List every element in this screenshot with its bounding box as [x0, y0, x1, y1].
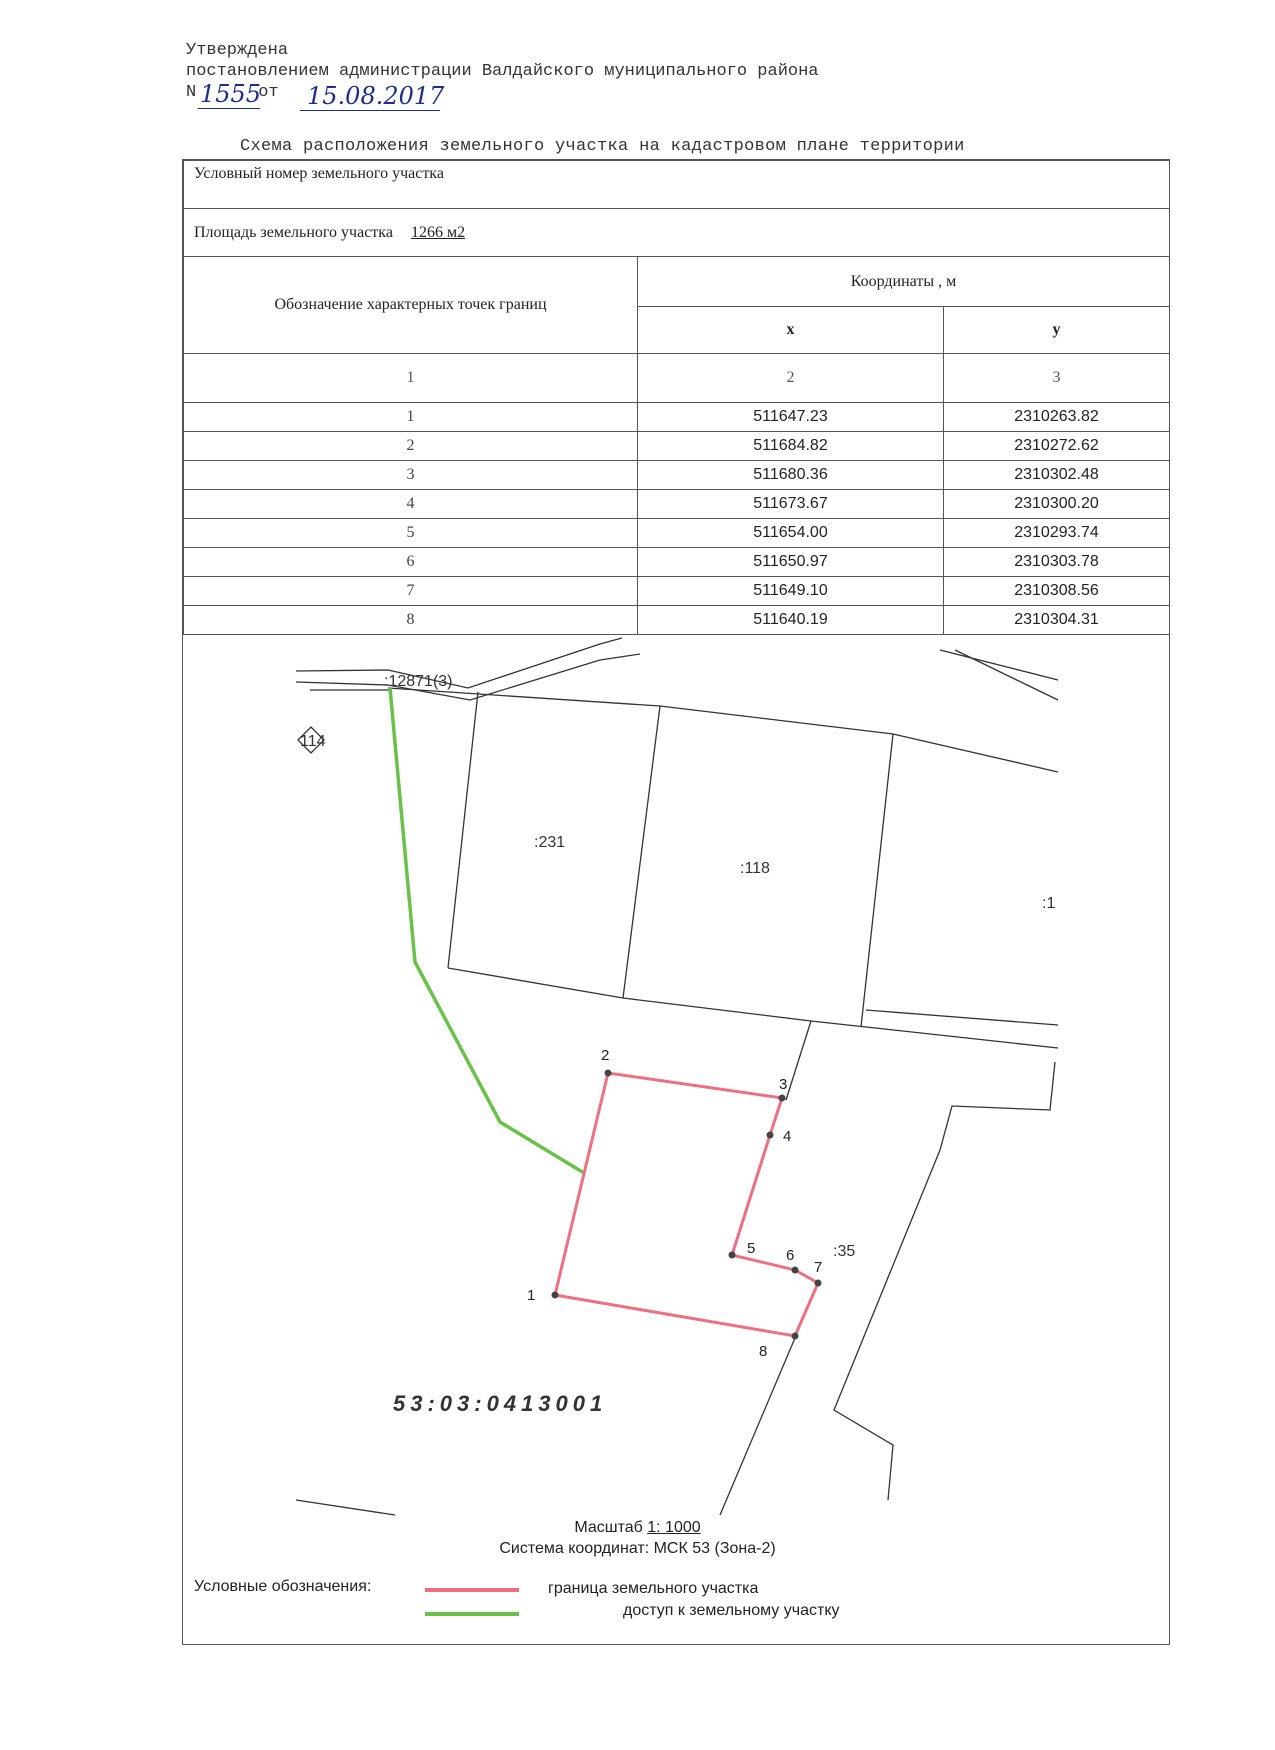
vertex-point	[729, 1252, 736, 1259]
block-top-edge	[388, 688, 1058, 772]
approval-line-1: Утверждена	[186, 41, 289, 60]
marker-114-label: 114	[300, 733, 326, 750]
x-value: 511640.19	[638, 606, 944, 635]
road-line	[296, 1500, 395, 1515]
parcel-label-1: :1	[1042, 895, 1056, 912]
coords-header: Координаты , м	[638, 257, 1170, 307]
access-line	[390, 688, 584, 1173]
parcel-label-35: :35	[833, 1243, 856, 1260]
point-label-5: 5	[747, 1240, 756, 1257]
x-value: 511673.67	[638, 490, 944, 519]
scale-line	[0, 1519, 1275, 1537]
x-value: 511650.97	[638, 548, 944, 577]
point-id: 1	[184, 403, 638, 432]
parcel-boundary	[448, 692, 478, 968]
point-label-8: 8	[759, 1343, 768, 1360]
approval-line-2: постановлением администрации Валдайского муниципального района	[186, 62, 819, 81]
point-label-6: 6	[786, 1247, 795, 1264]
parcel-boundary-line	[555, 1073, 818, 1336]
document-title: Схема расположения земельного участка на кадастровом плане территории	[240, 137, 965, 156]
road-line	[940, 650, 1058, 680]
legend-access-swatch	[425, 1612, 519, 1616]
point-label-1: 1	[527, 1287, 536, 1304]
x-value: 511654.00	[638, 519, 944, 548]
y-value: 2310272.62	[944, 432, 1170, 461]
decree-date: 15.08.2017	[307, 82, 445, 110]
y-value: 2310304.31	[944, 606, 1170, 635]
point-label-3: 3	[779, 1076, 788, 1093]
x-header: x	[638, 307, 944, 354]
area-label: Площадь земельного участка	[194, 223, 393, 241]
point-id: 3	[184, 461, 638, 490]
point-label-4: 4	[783, 1128, 792, 1145]
legend-title: Условные обозначения:	[194, 1578, 372, 1595]
x-value: 511680.36	[638, 461, 944, 490]
point-label-7: 7	[814, 1259, 823, 1276]
y-value: 2310303.78	[944, 548, 1170, 577]
y-value: 2310263.82	[944, 403, 1170, 432]
col-number-3: 3	[944, 354, 1170, 403]
point-id: 7	[184, 577, 638, 606]
y-value: 2310293.74	[944, 519, 1170, 548]
parcel-label-118: :118	[740, 860, 770, 877]
point-id: 4	[184, 490, 638, 519]
vertex-point	[605, 1070, 612, 1077]
cadastral-quarter-number: 53:03:0413001	[393, 1391, 608, 1416]
number-prefix: N	[186, 83, 197, 102]
date-prefix: от	[258, 83, 279, 102]
parcel-label-231: :231	[534, 834, 566, 851]
y-value: 2310308.56	[944, 577, 1170, 606]
point-id: 2	[184, 432, 638, 461]
y-header: y	[944, 307, 1170, 354]
y-value: 2310302.48	[944, 461, 1170, 490]
vertex-point	[552, 1292, 559, 1299]
lane-line	[786, 1021, 811, 1100]
parcel-boundary	[861, 734, 893, 1027]
point-id: 5	[184, 519, 638, 548]
parcel-boundary	[866, 1010, 1058, 1025]
coordinate-system: Система координат: МСК 53 (Зона-2)	[499, 1540, 776, 1557]
parcel-label-12871: :12871(3)	[384, 673, 453, 690]
map-linework	[296, 638, 1058, 1515]
road-line	[296, 638, 622, 688]
vertex-point	[815, 1280, 822, 1287]
points-header: Обозначение характерных точек границ	[184, 257, 638, 354]
col-number-2: 2	[638, 354, 944, 403]
decree-number: 1555	[200, 80, 262, 108]
vertex-point	[767, 1132, 774, 1139]
legend-boundary-text: граница земельного участка	[548, 1580, 759, 1597]
vertex-points	[552, 1070, 822, 1340]
legend-boundary-swatch	[425, 1588, 519, 1592]
point-id: 6	[184, 548, 638, 577]
legend-access-text: доступ к земельному участку	[623, 1602, 840, 1619]
x-value: 511684.82	[638, 432, 944, 461]
road-line	[955, 650, 1058, 700]
conditional-number-label: Условный номер земельного участка	[184, 161, 1170, 209]
parcel-boundary	[623, 706, 660, 998]
lane-line	[834, 1062, 1055, 1500]
lane-line	[720, 1338, 795, 1515]
point-label-2: 2	[601, 1047, 610, 1064]
y-value: 2310300.20	[944, 490, 1170, 519]
area-value: 1266 м2	[410, 223, 466, 241]
scale-value: 1: 1000	[647, 1519, 701, 1536]
vertex-point	[792, 1333, 799, 1340]
col-number-1: 1	[184, 354, 638, 403]
x-value: 511649.10	[638, 577, 944, 606]
point-id: 8	[184, 606, 638, 635]
vertex-point	[779, 1095, 786, 1102]
scale-label: Масштаб	[574, 1519, 643, 1536]
vertex-point	[792, 1267, 799, 1274]
x-value: 511647.23	[638, 403, 944, 432]
block-bottom-edge	[448, 968, 1058, 1048]
